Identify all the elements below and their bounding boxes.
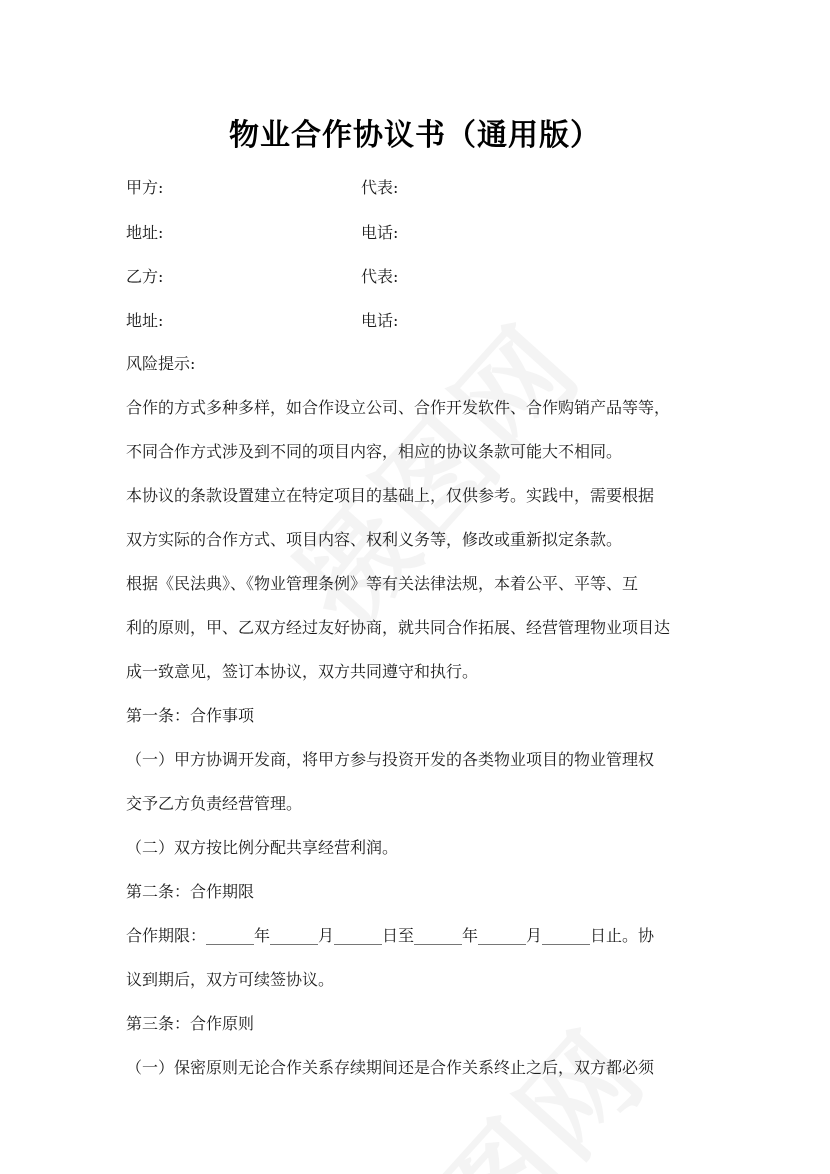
paragraph-line: 根据《民法典》、《物业管理条例》等有关法律法规，本着公平、平等、互 — [126, 574, 639, 593]
risk-notice-heading: 风险提示: — [126, 354, 196, 373]
paragraph-line: 双方实际的合作方式、项目内容、权利义务等，修改或重新拟定条款。 — [126, 530, 623, 549]
party-b-address-label: 地址: — [126, 311, 164, 330]
article-2-heading: 第二条：合作期限 — [126, 882, 255, 901]
party-a-representative-label: 代表: — [361, 178, 399, 197]
paragraph-line: 利的原则，甲、乙双方经过友好协商，就共同合作拓展、经营管理物业项目达 — [126, 618, 671, 637]
watermark — [319, 990, 676, 1174]
paragraph-line: 成一致意见，签订本协议，双方共同遵守和执行。 — [126, 662, 479, 681]
paragraph-line: 合作的方式多种多样，如合作设立公司、合作开发软件、合作购销产品等等， — [126, 398, 671, 417]
paragraph-line: （一）保密原则无论合作关系存续期间还是合作关系终止之后，双方都必须 — [126, 1058, 655, 1077]
document-title: 物业合作协议书（通用版） — [229, 118, 601, 153]
party-b-phone-label: 电话: — [361, 311, 399, 330]
paragraph-line: 议到期后，双方可续签协议。 — [126, 970, 335, 989]
paragraph-line: 本协议的条款设置建立在特定项目的基础上，仅供参考。实践中，需要根据 — [126, 486, 655, 505]
party-a-phone-label: 电话: — [361, 223, 399, 242]
party-b-representative-label: 代表: — [361, 267, 399, 286]
paragraph-line: 合作期限：______年______月______日至______年______月______日止。协 — [126, 926, 655, 945]
article-1-heading: 第一条：合作事项 — [126, 706, 255, 725]
paragraph-line: 不同合作方式涉及到不同的项目内容，相应的协议条款可能大不相同。 — [126, 442, 623, 461]
party-a-address-label: 地址: — [126, 223, 164, 242]
party-a-label: 甲方: — [126, 178, 164, 197]
party-b-label: 乙方: — [126, 267, 164, 286]
paragraph-line: 交予乙方负责经营管理。 — [126, 794, 303, 813]
paragraph-line: （二）双方按比例分配共享经营利润。 — [126, 838, 399, 857]
watermark — [254, 285, 611, 656]
article-3-heading: 第三条：合作原则 — [126, 1014, 255, 1033]
paragraph-line: （一）甲方协调开发商，将甲方参与投资开发的各类物业项目的物业管理权 — [126, 750, 655, 769]
